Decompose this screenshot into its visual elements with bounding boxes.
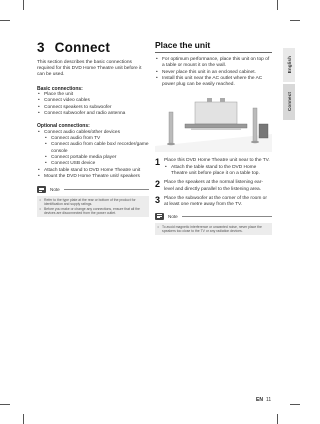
divider xyxy=(64,189,149,190)
side-tab-connect xyxy=(283,84,295,120)
note-title: Note xyxy=(50,187,60,193)
list-item: • Connect audio from TV xyxy=(37,136,149,142)
list-item: • Never place this unit in an enclosed cabinet. xyxy=(155,70,272,76)
step-1 xyxy=(155,158,272,177)
note-title: Note xyxy=(168,213,178,219)
list-item: • Connect audio cables/other devices xyxy=(37,130,149,136)
placement-illustration xyxy=(155,94,272,152)
step-number: 2 xyxy=(155,179,161,190)
list-item: • Connect video cables xyxy=(37,98,149,104)
crop-mark xyxy=(290,20,300,21)
room-illustration-icon xyxy=(155,94,272,152)
list-item: • Connect audio from cable box/ recorder/game console xyxy=(37,142,149,155)
note-item: • To avoid magnetic interference or unwanted noise, never place the speakers too close to the TV or any radiation devices. xyxy=(157,225,270,234)
crop-mark xyxy=(0,20,10,21)
steps xyxy=(155,158,272,208)
placement-list xyxy=(155,57,272,88)
note-item: • Before you make or change any connections, ensure that all the devices are disconnected from the power outlet. xyxy=(39,207,147,216)
note-icon xyxy=(37,186,46,193)
note-item: • Refer to the type plate at the rear or bottom of the product for identification and supply ratings. xyxy=(39,198,147,207)
intro-text: This section describes the basic connections required for this DVD Home Theatre unit before it can be used. xyxy=(37,60,142,78)
divider xyxy=(182,216,272,217)
list-item: • Install this unit near the AC outlet where the AC power plug can be easily reached. xyxy=(155,76,272,89)
chapter-number: 3 xyxy=(37,40,45,55)
side-tab-english-label: English xyxy=(286,56,292,74)
note-header xyxy=(37,186,149,193)
step-text: Place this DVD Home Theatre unit near to the TV. xyxy=(164,158,270,164)
note-icon xyxy=(155,213,164,220)
chapter-title: Connect xyxy=(54,40,111,55)
step-text: Place the speakers at the normal listening ear-level and directly parallel to the listening area. xyxy=(164,180,263,192)
crop-mark xyxy=(23,0,24,10)
list-item: • Connect speakers to subwoofer xyxy=(37,105,149,111)
crop-mark xyxy=(290,404,300,405)
section-heading: Place the unit xyxy=(155,40,211,50)
step-2 xyxy=(155,180,272,193)
left-column xyxy=(37,40,149,217)
chapter-heading xyxy=(37,40,149,55)
page-number: 11 xyxy=(266,397,272,403)
note-list xyxy=(37,196,149,217)
crop-mark xyxy=(277,0,278,10)
optional-connections-list xyxy=(37,130,149,180)
side-tab-english xyxy=(283,48,295,82)
step-sub-list xyxy=(164,165,272,178)
crop-mark xyxy=(277,414,278,424)
list-item: • Connect USB device xyxy=(37,161,149,167)
crop-mark xyxy=(23,414,24,424)
list-item: • For optimum performance, place this unit on top of a table or mount it on the wall. xyxy=(155,57,272,70)
crop-mark xyxy=(0,404,10,405)
side-tab-connect-label: Connect xyxy=(286,92,292,112)
note-list xyxy=(155,223,272,236)
step-number: 1 xyxy=(155,157,161,168)
section-heading-bar xyxy=(155,40,272,53)
list-item: • Attach table stand to DVD Home Theatre unit xyxy=(37,168,149,174)
basic-connections-list xyxy=(37,92,149,117)
list-item: • Attach the table stand to the DVD Home Theatre unit before place it on a table top. xyxy=(164,165,272,178)
step-number: 3 xyxy=(155,194,161,205)
optional-connections-title: Optional connections: xyxy=(37,123,90,130)
list-item: • Connect portable media player xyxy=(37,155,149,161)
right-column xyxy=(155,40,272,235)
list-item: • Connect subwoofer and radio antenna xyxy=(37,111,149,117)
step-text: Place the subwoofer at the corner of the room or at least one metre away from the TV. xyxy=(164,195,267,208)
list-item: • Mount the DVD Home Theatre unit/ speakers xyxy=(37,174,149,180)
step-3 xyxy=(155,196,272,209)
list-item: • Place the unit xyxy=(37,92,149,98)
basic-connections-title: Basic connections: xyxy=(37,85,83,92)
footer-language: EN xyxy=(256,397,263,403)
note-header xyxy=(155,213,272,220)
